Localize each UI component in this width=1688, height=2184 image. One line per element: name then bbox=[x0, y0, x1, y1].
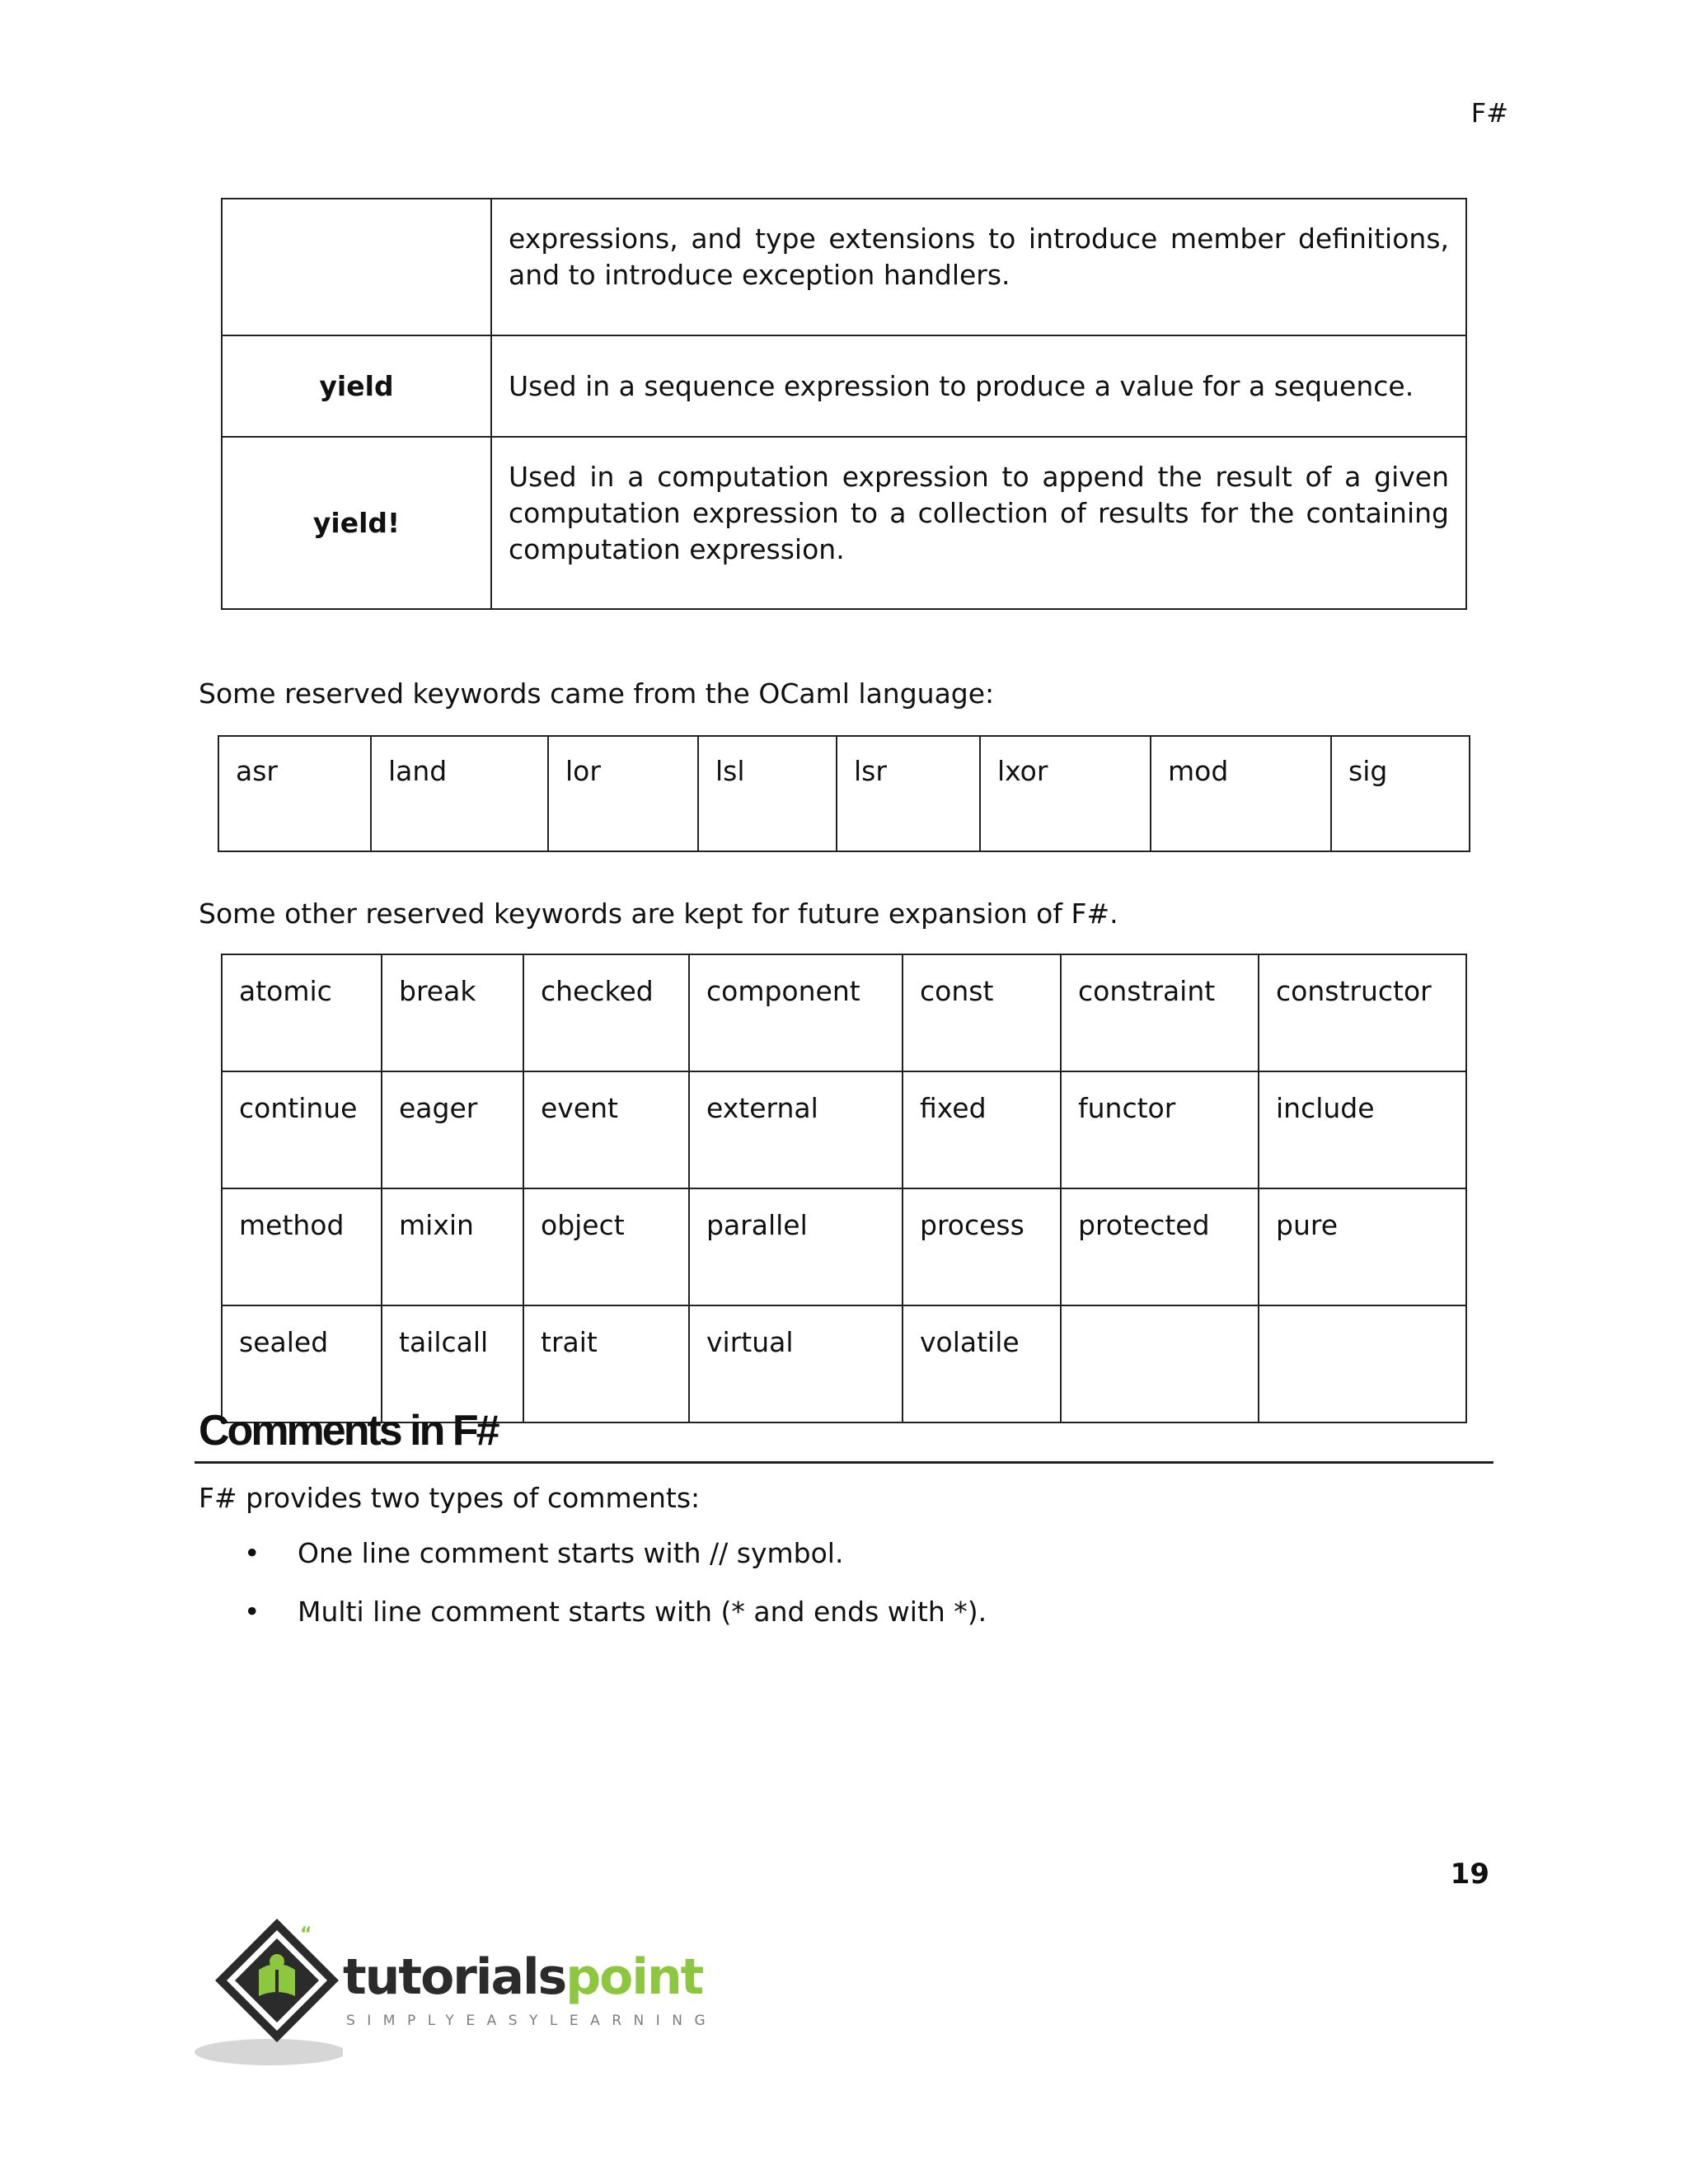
logo-tagline: SIMPLYEASYLEARNING bbox=[346, 2013, 718, 2029]
future-keyword-cell: trait bbox=[523, 1305, 689, 1422]
ocaml-keyword-cell: land bbox=[371, 736, 548, 851]
keyword-description-table bbox=[221, 198, 1467, 610]
table-row bbox=[218, 736, 1470, 851]
future-keyword-cell bbox=[1061, 1305, 1259, 1422]
page-number: 19 bbox=[1450, 1858, 1489, 1891]
future-keyword-cell: functor bbox=[1061, 1071, 1259, 1188]
future-keyword-cell: include bbox=[1259, 1071, 1466, 1188]
future-keyword-cell: checked bbox=[523, 954, 689, 1071]
table-row bbox=[222, 1071, 1466, 1188]
keyword-cell: yield! bbox=[222, 437, 491, 609]
table-row bbox=[222, 1305, 1466, 1422]
logo-wordmark: tutorialspoint bbox=[343, 1948, 703, 2006]
future-keyword-cell: object bbox=[523, 1188, 689, 1305]
ocaml-keyword-cell: lor bbox=[548, 736, 698, 851]
future-keyword-cell: component bbox=[689, 954, 903, 1071]
list-item bbox=[199, 1594, 987, 1652]
future-keyword-cell: external bbox=[689, 1071, 903, 1188]
logo-diamond-icon bbox=[195, 1910, 343, 2067]
keyword-cell bbox=[222, 199, 491, 335]
table-row bbox=[222, 437, 1466, 609]
comment-types-list bbox=[199, 1535, 987, 1652]
future-keyword-cell: const bbox=[903, 954, 1061, 1071]
future-keyword-cell: virtual bbox=[689, 1305, 903, 1422]
bullet-icon: • bbox=[244, 1596, 260, 1628]
ocaml-intro-text: Some reserved keywords came from the OCaml language: bbox=[199, 677, 995, 710]
table-row bbox=[222, 199, 1466, 335]
future-keywords-table bbox=[221, 954, 1467, 1423]
heading-underline bbox=[195, 1461, 1493, 1464]
future-keyword-cell: event bbox=[523, 1071, 689, 1188]
table-row bbox=[222, 1188, 1466, 1305]
future-keyword-cell: mixin bbox=[382, 1188, 523, 1305]
future-keyword-cell: protected bbox=[1061, 1188, 1259, 1305]
svg-text:“: “ bbox=[300, 1924, 312, 1945]
section-heading: Comments in F# bbox=[199, 1407, 498, 1455]
ocaml-keyword-cell: mod bbox=[1151, 736, 1331, 851]
description-cell: Used in a sequence expression to produce a value for a sequence. bbox=[491, 335, 1466, 437]
tutorialspoint-logo bbox=[195, 1910, 718, 2067]
ocaml-keyword-cell: lsr bbox=[837, 736, 980, 851]
future-keyword-cell: process bbox=[903, 1188, 1061, 1305]
table-row bbox=[222, 954, 1466, 1071]
future-keyword-cell: constraint bbox=[1061, 954, 1259, 1071]
future-keyword-cell: break bbox=[382, 954, 523, 1071]
ocaml-keyword-cell: lxor bbox=[980, 736, 1151, 851]
ocaml-keywords-table bbox=[218, 735, 1470, 852]
list-item bbox=[199, 1535, 987, 1594]
future-keyword-cell bbox=[1259, 1305, 1466, 1422]
description-cell: expressions, and type extensions to introduce member definitions, and to introduce exception handlers. bbox=[491, 199, 1466, 335]
future-keyword-cell: atomic bbox=[222, 954, 382, 1071]
ocaml-keyword-cell: sig bbox=[1331, 736, 1470, 851]
list-item-text: Multi line comment starts with (* and ends with *). bbox=[298, 1596, 987, 1628]
ocaml-keyword-cell: lsl bbox=[698, 736, 837, 851]
future-keyword-cell: eager bbox=[382, 1071, 523, 1188]
comments-intro-text: F# provides two types of comments: bbox=[199, 1482, 701, 1514]
future-keyword-cell: fixed bbox=[903, 1071, 1061, 1188]
future-keyword-cell: volatile bbox=[903, 1305, 1061, 1422]
future-keyword-cell: tailcall bbox=[382, 1305, 523, 1422]
future-keyword-cell: constructor bbox=[1259, 954, 1466, 1071]
future-keyword-cell: parallel bbox=[689, 1188, 903, 1305]
page-header-title: F# bbox=[1470, 97, 1508, 129]
future-keyword-cell: sealed bbox=[222, 1305, 382, 1422]
keyword-cell: yield bbox=[222, 335, 491, 437]
future-intro-text: Some other reserved keywords are kept for future expansion of F#. bbox=[199, 898, 1118, 930]
future-keyword-cell: method bbox=[222, 1188, 382, 1305]
list-item-text: One line comment starts with // symbol. bbox=[298, 1537, 844, 1569]
table-row bbox=[222, 335, 1466, 437]
future-keyword-cell: continue bbox=[222, 1071, 382, 1188]
bullet-icon: • bbox=[244, 1537, 260, 1569]
future-keyword-cell: pure bbox=[1259, 1188, 1466, 1305]
description-cell: Used in a computation expression to append the result of a given computation expression to a collection of results for the containing computation expression. bbox=[491, 437, 1466, 609]
ocaml-keyword-cell: asr bbox=[218, 736, 371, 851]
